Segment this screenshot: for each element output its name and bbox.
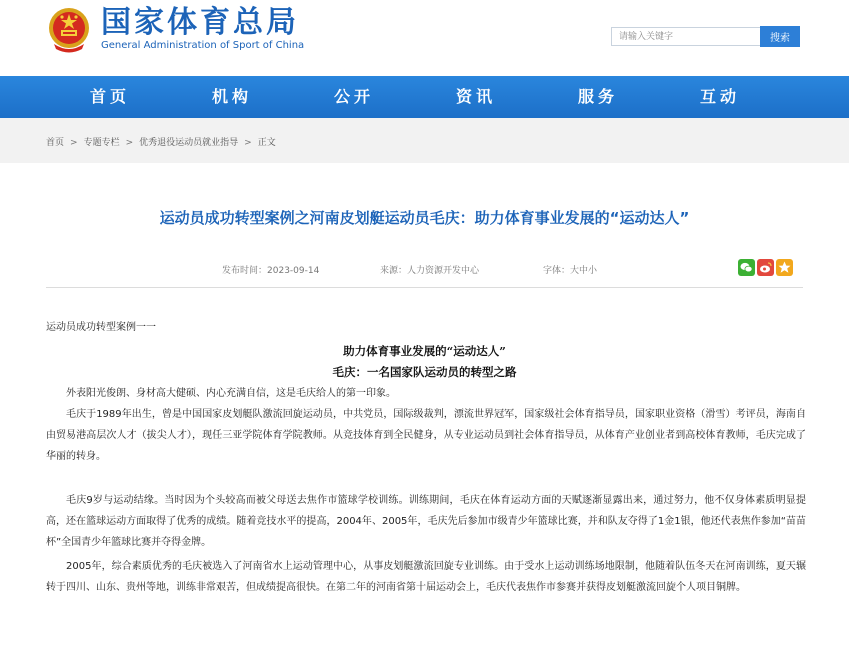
nav-item-home[interactable]: 首页: [89, 87, 130, 106]
wechat-icon[interactable]: [738, 259, 755, 276]
search-button[interactable]: 搜索: [760, 26, 800, 47]
font-size-small[interactable]: 小: [588, 266, 598, 276]
nav-item-interaction[interactable]: 互动: [699, 87, 740, 106]
source-info: [380, 263, 479, 276]
breadcrumb-separator: >: [125, 138, 134, 148]
site-header: [0, 0, 849, 76]
main-nav: [0, 76, 849, 118]
national-emblem-icon[interactable]: [46, 6, 92, 54]
publish-date: 2023-09-14: [267, 266, 320, 276]
qzone-icon[interactable]: [776, 259, 793, 276]
font-size-large[interactable]: 大: [570, 266, 580, 276]
nav-item-news[interactable]: 资讯: [455, 87, 496, 106]
header-divider: [46, 287, 803, 288]
breadcrumb: [46, 135, 276, 148]
breadcrumb-employment-guidance[interactable]: 优秀退役运动员就业指导: [139, 138, 239, 148]
breadcrumb-home[interactable]: 首页: [46, 138, 65, 148]
breadcrumb-current: 正文: [257, 138, 276, 148]
font-size-control: [543, 263, 597, 276]
article-subtitle-1: 助力体育事业发展的“运动达人”: [343, 344, 506, 358]
series-label: 运动员成功转型案例一一: [46, 322, 156, 333]
publish-label: 发布时间：: [222, 266, 268, 276]
breadcrumb-separator: >: [70, 138, 78, 148]
share-bar: [738, 259, 794, 277]
paragraph-3: 毛庆9岁与运动结缘。当时因为个头较高而被父母送去焦作市篮球学校训练。训练期间，毛庆在体育运动方面的天赋逐渐显露出来，通过努力，他不仅身体素质明显提高，还在篮球运动方面取得了优秀的成绩。随着竞技水平的提高，2004年、2005年，毛庆先后参加市级青少年篮球比赛，并和队友夺得了1金1银，他还代表焦作参加“苗苗杯”全国青少年篮球比赛并夺得金牌。: [46, 495, 806, 548]
weibo-icon[interactable]: [757, 259, 774, 276]
publish-info: [222, 263, 319, 276]
nav-item-disclosure[interactable]: 公开: [333, 87, 374, 106]
source-label: 来源：: [380, 266, 408, 276]
site-name-cn[interactable]: 国家体育总局: [101, 5, 299, 40]
paragraph-4: 2005年，综合素质优秀的毛庆被选入了河南省水上运动管理中心，从事皮划艇激流回旋专业训练。由于受水上运动训练场地限制，他随着队伍冬天在河南训练，夏天辗转于四川、山东、贵州等地，训练非常艰苦，但成绩提高很快。在第二年的河南省第十届运动会上，毛庆代表焦作市参赛并获得皮划艇激流回旋个人项目铜牌。: [46, 561, 806, 593]
search-input[interactable]: [611, 27, 760, 46]
source-value: 人力资源开发中心: [407, 266, 480, 276]
paragraph-1: 外表阳光俊朗、身材高大健硕、内心充满自信，这是毛庆给人的第一印象。: [66, 388, 396, 399]
article-title: 运动员成功转型案例之河南皮划艇运动员毛庆：助力体育事业发展的“运动达人”: [159, 209, 690, 227]
nav-item-organization[interactable]: 机构: [211, 87, 252, 106]
font-size-medium[interactable]: 中: [579, 266, 589, 276]
font-size-label: 字体：: [543, 266, 571, 276]
paragraph-2: 毛庆于1989年出生，曾是中国国家皮划艇队激流回旋运动员，中共党员，国际级裁判，漂流世界冠军，国家级社会体育指导员，国家职业资格（滑雪）考评员，海南自由贸易港高层次人才（拔尖人才），现任三亚学院体育学院教师。从竞技体育到全民健身，从专业运动员到社会体育指导员，从体育产业创业者到高校体育教师，毛庆完成了华丽的转身。: [46, 409, 806, 462]
breadcrumb-bar: [0, 118, 849, 163]
article-subtitle-2: 毛庆：一名国家队运动员的转型之路: [332, 365, 517, 379]
site-name-en: General Administration of Sport of China: [101, 40, 305, 51]
nav-item-services[interactable]: 服务: [577, 87, 618, 106]
breadcrumb-special-topics[interactable]: 专题专栏: [83, 138, 120, 148]
breadcrumb-separator: >: [244, 138, 252, 148]
